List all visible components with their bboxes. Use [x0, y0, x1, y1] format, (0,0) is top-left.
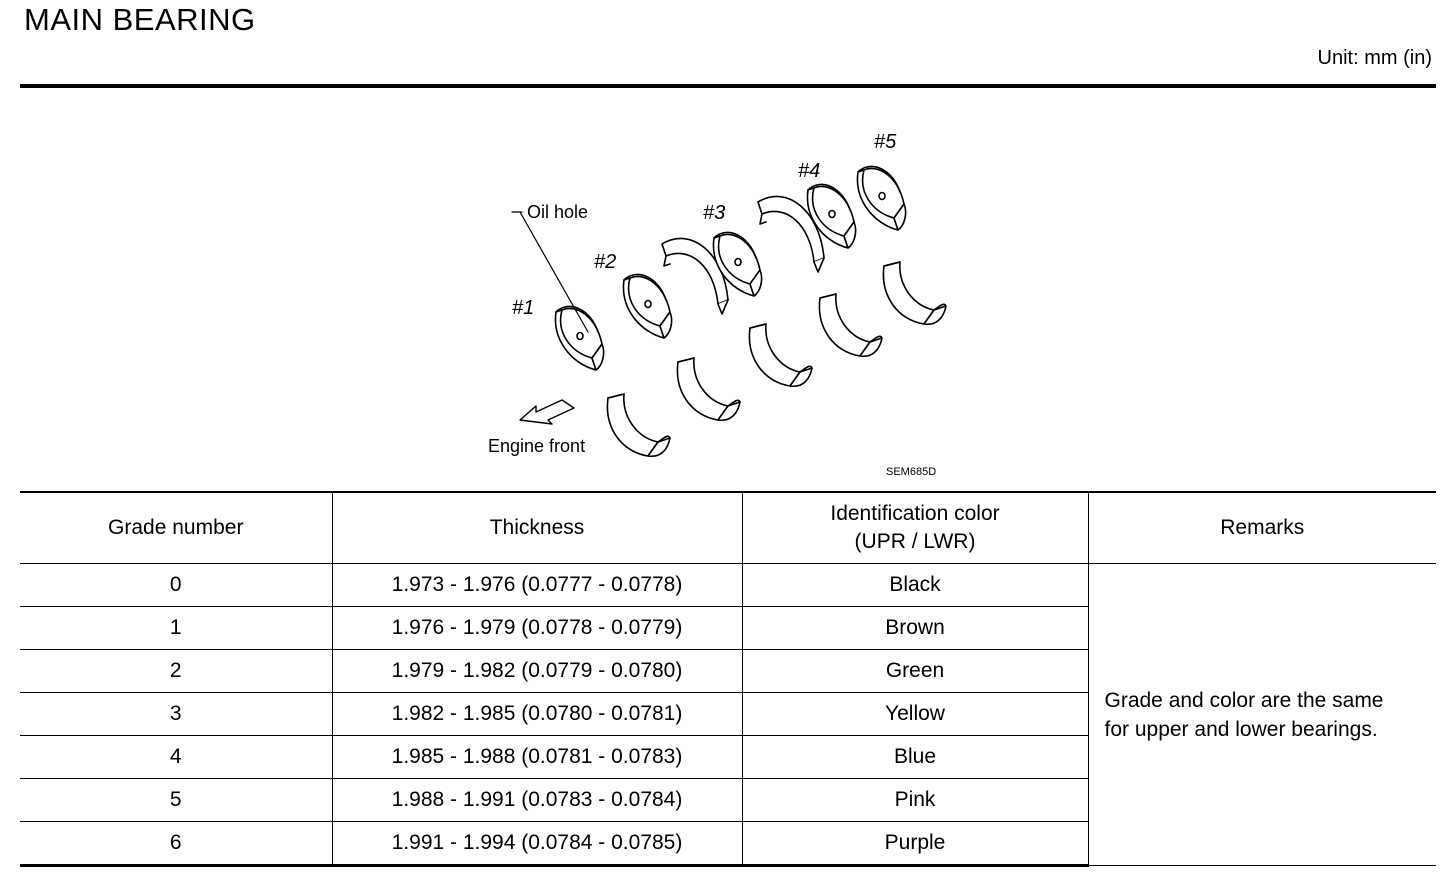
grade-cell: 1	[20, 607, 332, 650]
lower-bearing-3	[749, 324, 812, 386]
thickness-cell: 1.985 - 1.988 (0.0781 - 0.0783)	[332, 736, 742, 779]
grade-cell: 0	[20, 564, 332, 607]
grade-number-header: Grade number	[20, 492, 332, 564]
bearing-diagram	[470, 118, 970, 488]
color-cell: Pink	[742, 779, 1088, 822]
remarks-header: Remarks	[1088, 492, 1436, 564]
main-bearing-table	[20, 491, 1436, 867]
bearing-number-3: #3	[703, 202, 726, 224]
remarks-line1: Grade and color are the same	[1104, 688, 1384, 712]
grade-cell: 3	[20, 693, 332, 736]
unit-label: Unit: mm (in)	[1317, 47, 1432, 69]
grade-cell: 2	[20, 650, 332, 693]
table-header-row	[20, 492, 1436, 564]
color-cell: Black	[742, 564, 1088, 607]
figure-code: SEM685D	[886, 466, 937, 478]
header-rule	[20, 84, 1436, 88]
color-cell: Green	[742, 650, 1088, 693]
lower-bearing-4	[819, 294, 882, 356]
color-cell: Yellow	[742, 693, 1088, 736]
color-cell: Blue	[742, 736, 1088, 779]
grade-cell: 6	[20, 822, 332, 866]
grade-cell: 4	[20, 736, 332, 779]
table-row	[20, 564, 1436, 607]
lower-bearing-2	[677, 358, 740, 420]
bearing-number-2: #2	[594, 251, 617, 273]
thickness-cell: 1.988 - 1.991 (0.0783 - 0.0784)	[332, 779, 742, 822]
identification-color-header-line1: Identification color	[830, 502, 1000, 525]
thickness-cell: 1.979 - 1.982 (0.0779 - 0.0780)	[332, 650, 742, 693]
bearing-number-4: #4	[798, 160, 821, 182]
upper-bearing-5	[857, 166, 905, 230]
thickness-cell: 1.991 - 1.994 (0.0784 - 0.0785)	[332, 822, 742, 866]
bearing-number-1: #1	[512, 297, 535, 319]
remarks-line2: for upper and lower bearings.	[1104, 717, 1378, 741]
bearing-number-5: #5	[874, 131, 897, 153]
engine-front-arrow-icon	[520, 400, 574, 424]
oil-hole-label: Oil hole	[527, 202, 589, 222]
thickness-cell: 1.982 - 1.985 (0.0780 - 0.0781)	[332, 693, 742, 736]
remarks-cell	[1088, 564, 1436, 866]
color-cell: Brown	[742, 607, 1088, 650]
identification-color-header	[742, 492, 1088, 564]
thickness-header: Thickness	[332, 492, 742, 564]
identification-color-header-line2: (UPR / LWR)	[854, 530, 976, 553]
thickness-cell: 1.973 - 1.976 (0.0777 - 0.0778)	[332, 564, 742, 607]
lower-bearing-5	[883, 262, 946, 324]
grade-cell: 5	[20, 779, 332, 822]
upper-bearing-2	[623, 274, 671, 338]
engine-front-label: Engine front	[488, 436, 586, 456]
thickness-cell: 1.976 - 1.979 (0.0778 - 0.0779)	[332, 607, 742, 650]
lower-bearing-1	[607, 394, 670, 456]
bearing-diagram-svg	[470, 118, 970, 488]
page-title: MAIN BEARING	[24, 2, 256, 37]
color-cell: Purple	[742, 822, 1088, 866]
